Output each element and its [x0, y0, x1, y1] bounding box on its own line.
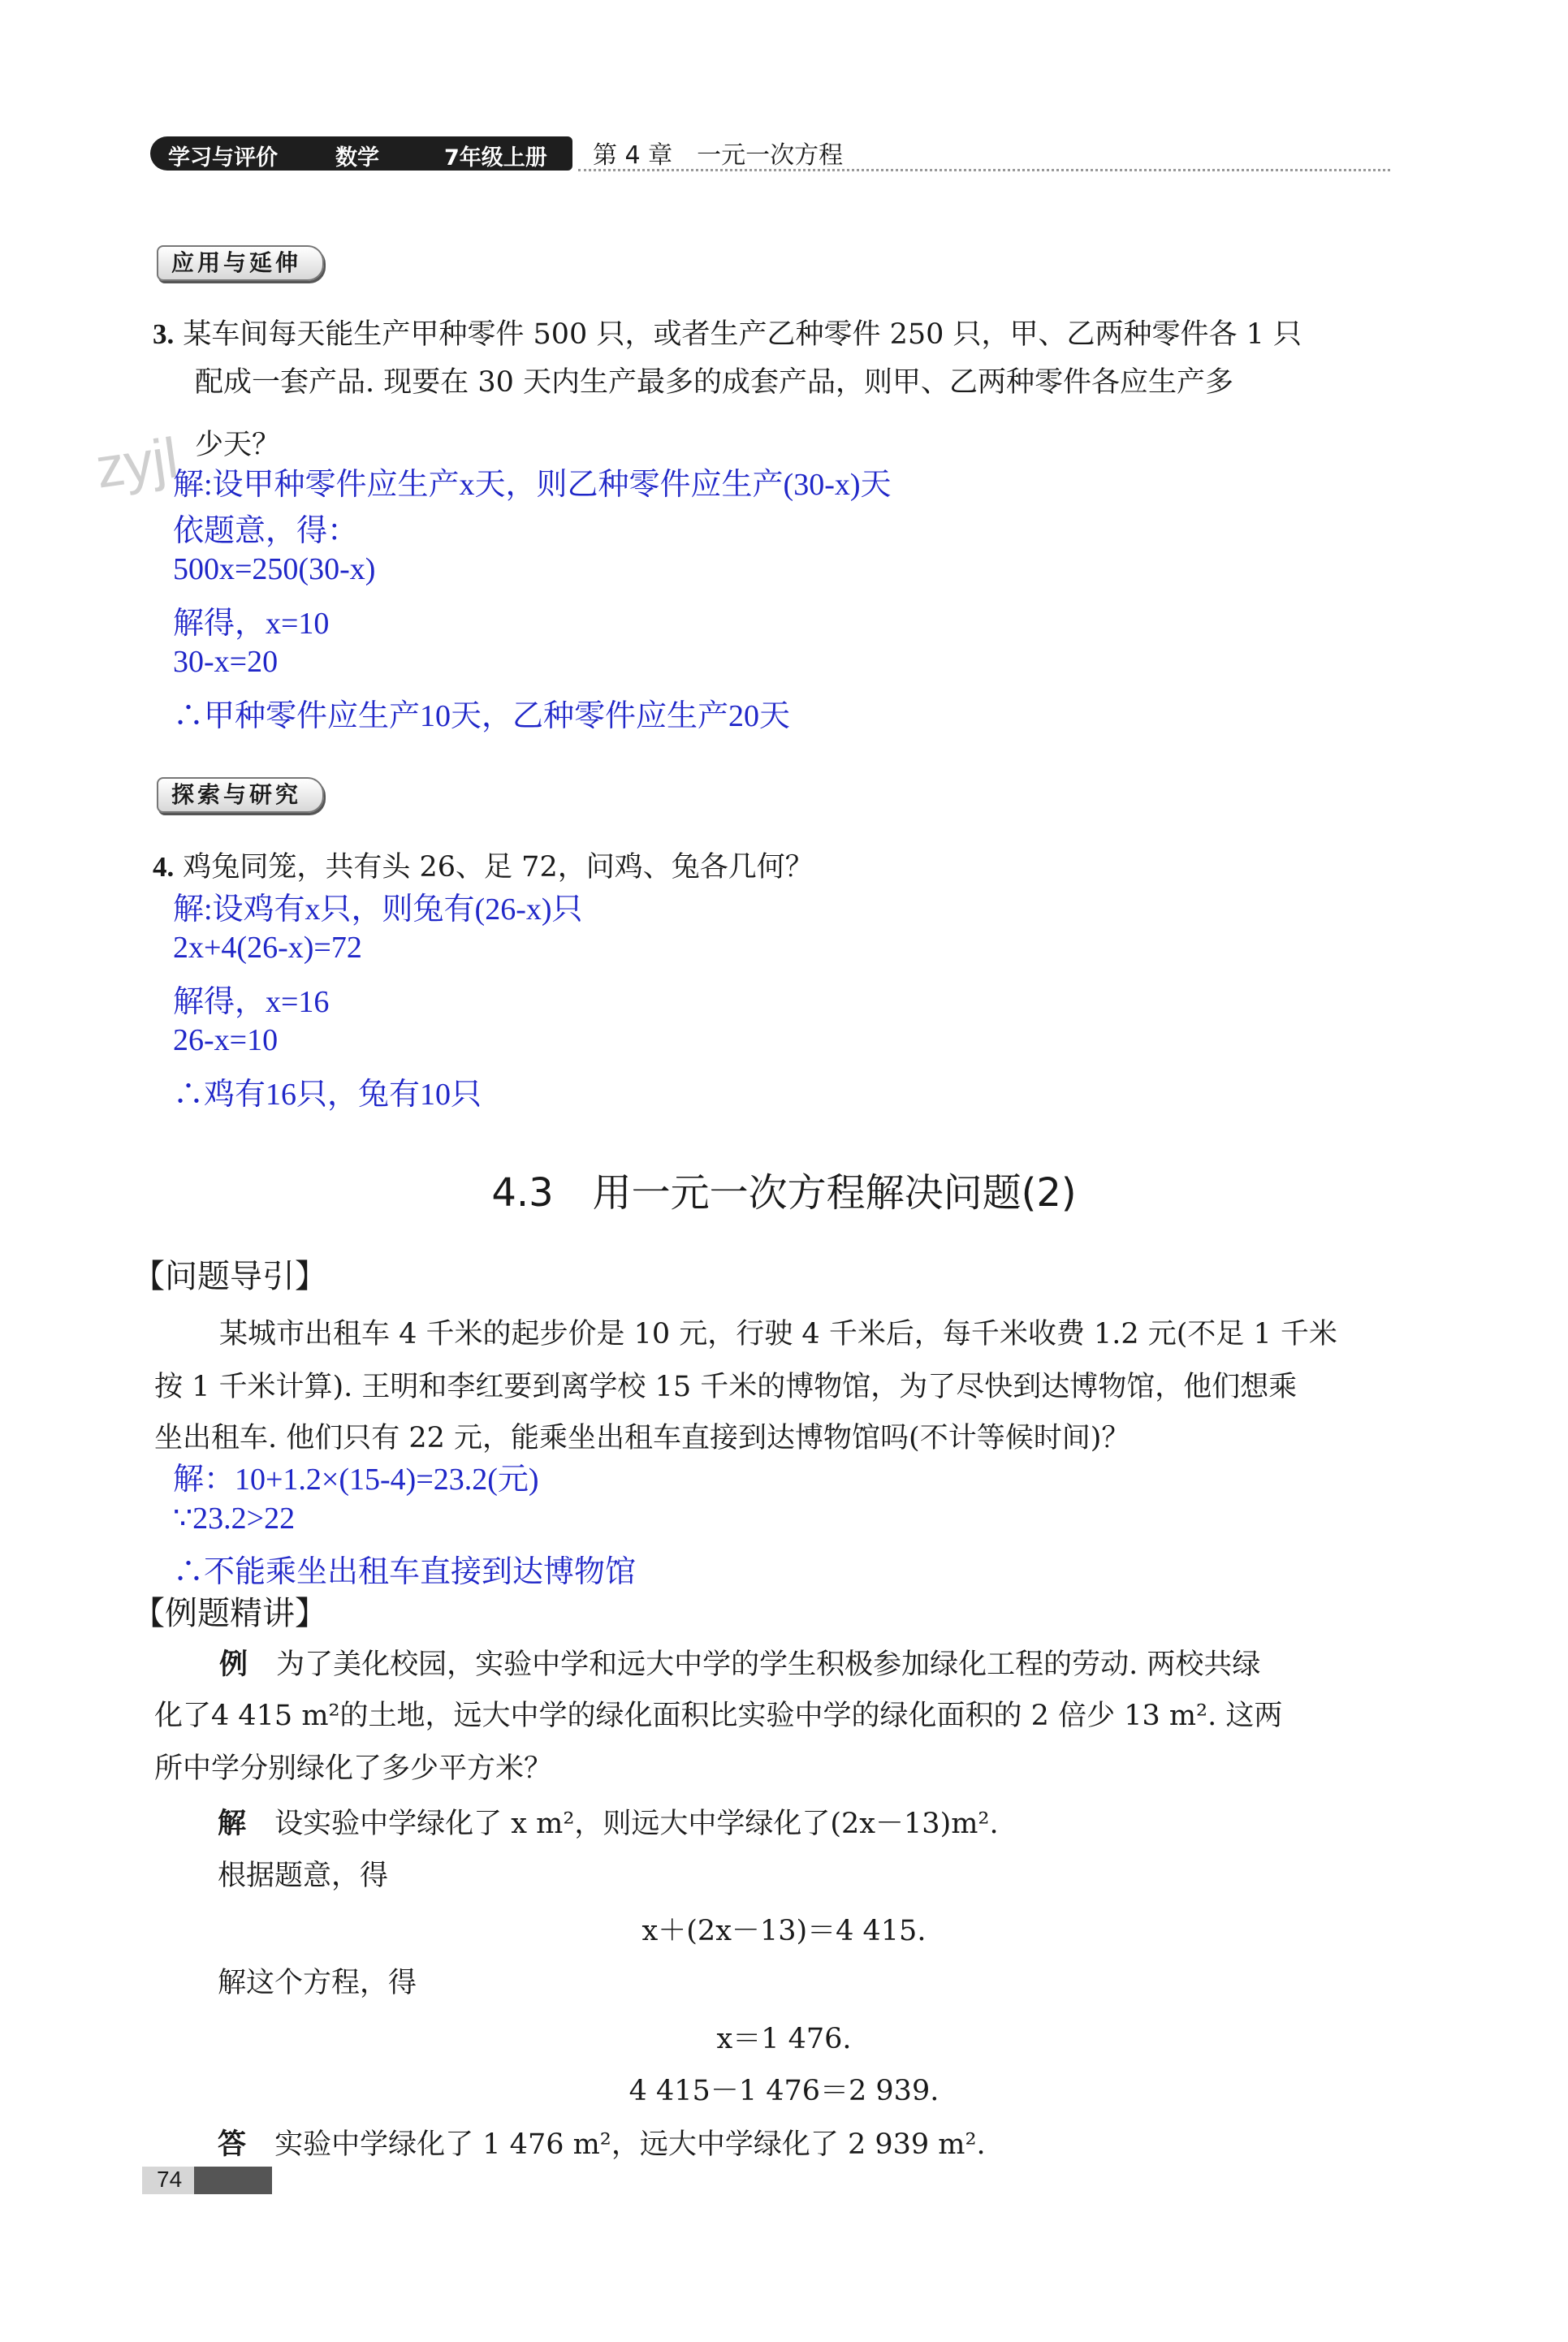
- header-chapter: 第 4 章 一元一次方程: [593, 141, 844, 170]
- answer-4-line-1: 解:设鸡有x只，则兔有(26-x)只: [173, 892, 583, 927]
- guide-answer-line-2: ∵23.2>22: [173, 1502, 296, 1536]
- question-3-line-3: 少天？: [195, 429, 281, 461]
- guide-line-3: 坐出租车. 他们只有 22 元，能乘坐出租车直接到达博物馆吗(不计等候时间)？: [154, 1422, 1130, 1454]
- equation-2: x＝1 476.: [716, 2023, 852, 2055]
- example-text-1: 为了美化校园，实验中学和远大中学的学生积极参加绿化工程的劳动. 两校共绿: [276, 1648, 1261, 1681]
- header-book-pill: [150, 136, 572, 171]
- guide-line-2: 按 1 千米计算). 王明和李红要到离学校 15 千米的博物馆，为了尽快到达博物馆，他们想乘: [154, 1371, 1298, 1403]
- answer-3-line-5: 30-x=20: [173, 645, 279, 679]
- question-3-line-2: 配成一套产品. 现要在 30 天内生产最多的成套产品，则甲、乙两种零件各应生产多: [195, 366, 1234, 399]
- page-number-box: [142, 2167, 272, 2194]
- example-tag: 例: [219, 1648, 248, 1681]
- answer-3-line-4: 解得，x=10: [173, 607, 330, 641]
- answer-3-line-3: 500x=250(30-x): [173, 552, 376, 586]
- solution-tag: 解: [218, 1807, 247, 1840]
- question-3-number: 3.: [153, 318, 175, 350]
- header-divider: [578, 169, 1390, 171]
- answer-3-line-2: 依题意，得：: [173, 514, 359, 548]
- solution-line-1: [218, 1801, 999, 1842]
- question-3-line-1: [153, 312, 1302, 352]
- guide-answer-line-3: ∴不能乘坐出租车直接到达博物馆: [173, 1555, 637, 1589]
- answer-4-line-3: 解得，x=16: [173, 985, 330, 1019]
- question-3-text-1: 某车间每天能生产甲种零件 500 只，或者生产乙种零件 250 只，甲、乙两种零件各 1 只: [183, 318, 1302, 351]
- solution-text-1: 设实验中学绿化了 x m²，则远大中学绿化了(2x－13)m².: [274, 1808, 999, 1840]
- question-4-number: 4.: [153, 851, 175, 883]
- solution-step-2: 解这个方程，得: [218, 1967, 417, 1999]
- equation-1: x＋(2x－13)＝4 415.: [641, 1915, 927, 1947]
- answer-4-line-4: 26-x=10: [173, 1023, 279, 1057]
- watermark: zyjl: [92, 426, 183, 500]
- header-book-title: 学习与评价: [168, 145, 278, 171]
- section-tag-explore: 探索与研究: [157, 777, 324, 813]
- example-label: 【例题精讲】: [132, 1595, 327, 1632]
- equation-3: 4 415－1 476＝2 939.: [628, 2075, 940, 2107]
- example-line-1: [219, 1642, 1260, 1683]
- page-number: 74: [157, 2167, 183, 2192]
- answer-4-line-5: ∴鸡有16只，兔有10只: [173, 1078, 482, 1112]
- solution-step-1: 根据题意，得: [218, 1860, 389, 1892]
- answer-3-line-6: ∴甲种零件应生产10天，乙种零件应生产20天: [173, 699, 791, 733]
- answer-4-line-2: 2x+4(26-x)=72: [173, 931, 362, 965]
- header-subject: 数学: [335, 145, 379, 171]
- answer-line: [218, 2122, 986, 2163]
- answer-text: 实验中学绿化了 1 476 m²，远大中学绿化了 2 939 m².: [274, 2128, 986, 2161]
- header-grade: 7年级上册: [444, 145, 547, 171]
- answer-3-line-1: 解:设甲种零件应生产x天，则乙种零件应生产(30-x)天: [173, 468, 892, 502]
- guide-answer-line-1: 解：10+1.2×(15-4)=23.2(元): [173, 1463, 539, 1497]
- example-line-3: 所中学分别绿化了多少平方米？: [154, 1752, 553, 1785]
- example-line-2: 化了4 415 m²的土地，远大中学的绿化面积比实验中学的绿化面积的 2 倍少 13 m². 这两: [154, 1700, 1283, 1732]
- question-4-line: [153, 845, 814, 885]
- answer-tag: 答: [218, 2128, 247, 2161]
- section-title: 4.3 用一元一次方程解决问题(2): [491, 1170, 1077, 1216]
- question-4-text: 鸡兔同笼，共有头 26、足 72，问鸡、兔各几何？: [183, 851, 814, 884]
- guide-line-1: 某城市出租车 4 千米的起步价是 10 元，行驶 4 千米后，每千米收费 1.2 元(不足 1 千米: [219, 1318, 1337, 1350]
- section-tag-apply: 应用与延伸: [157, 245, 324, 281]
- guide-label: 【问题导引】: [132, 1258, 327, 1295]
